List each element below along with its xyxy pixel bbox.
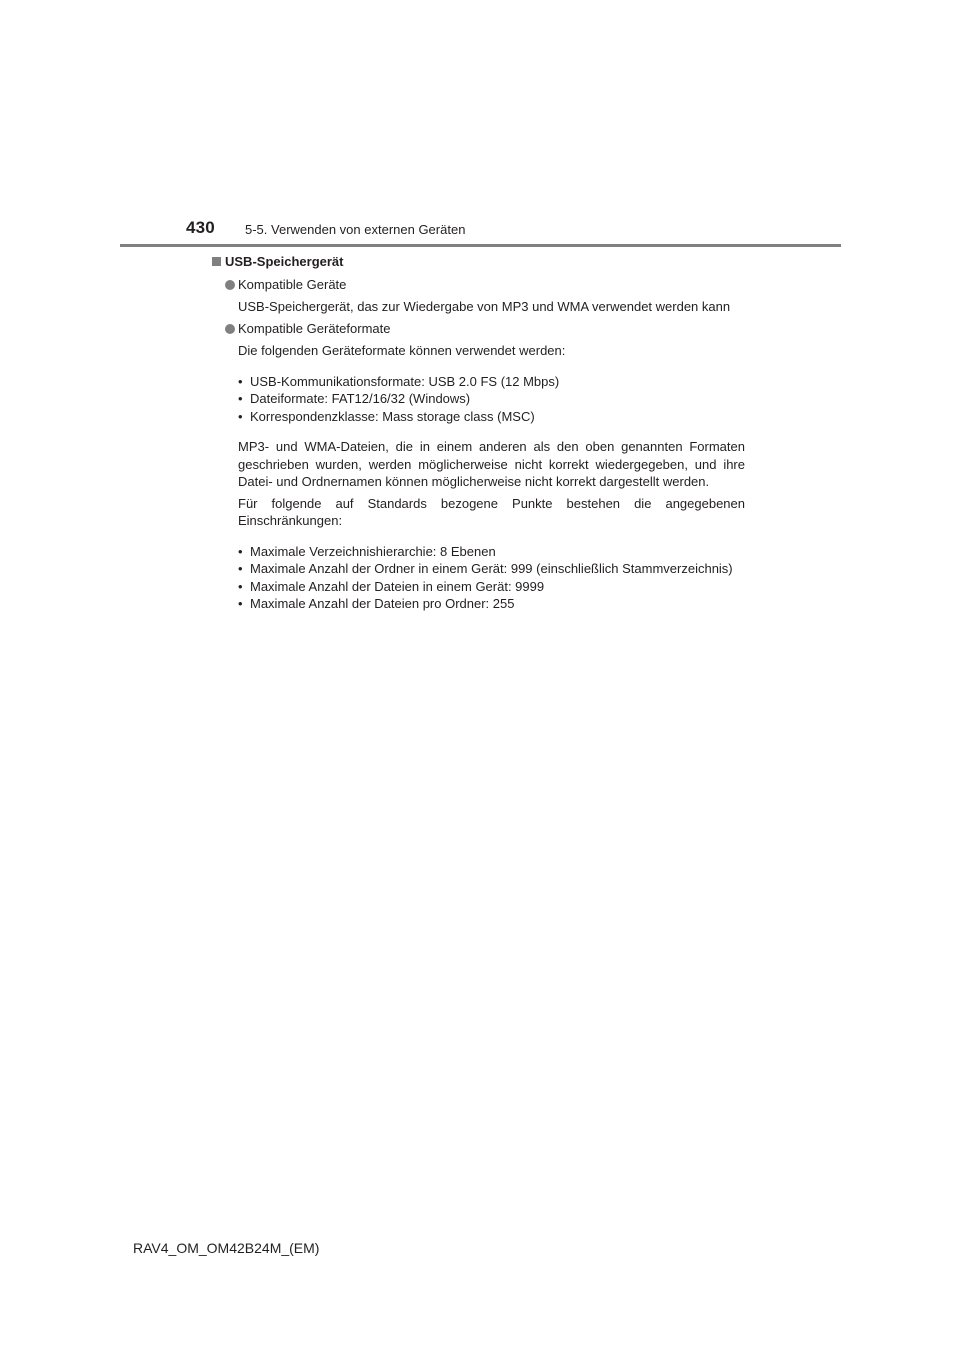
circle-bullet-icon	[225, 280, 235, 290]
list-item: • Maximale Anzahl der Dateien in einem Gerät: 9999	[238, 578, 545, 594]
limits-list	[238, 543, 745, 613]
paragraph: Die folgenden Geräteformate können verwendet werden:	[238, 343, 566, 358]
list-item: • Maximale Anzahl der Dateien pro Ordner: 255	[238, 596, 515, 611]
list-item-text: Dateiformate: FAT12/16/32 (Windows)	[250, 391, 471, 406]
list-item: • Dateiformate: FAT12/16/32 (Windows)	[238, 391, 471, 406]
item-title-text: Kompatible Geräteformate	[238, 320, 391, 336]
section-title: 5-5. Verwenden von externen Geräten	[245, 222, 466, 237]
list-item-text: Korrespondenzklasse: Mass storage class (MSC)	[250, 408, 535, 424]
item-title	[212, 276, 745, 294]
list-item: • Korrespondenzklasse: Mass storage class (MSC)	[238, 408, 535, 424]
list-item-text: Maximale Anzahl der Dateien in einem Gerät: 9999	[250, 578, 545, 594]
paragraph: Für folgende auf Standards bezogene Punkte bestehen die angegebenen Einschränkungen:	[238, 495, 745, 528]
item-title-text: Kompatible Geräte	[238, 276, 347, 292]
page-header	[186, 218, 846, 242]
item-title	[212, 320, 745, 338]
format-list	[238, 373, 745, 426]
square-bullet-icon	[212, 257, 221, 266]
page-number: 430	[186, 218, 215, 237]
list-item-text: Maximale Verzeichnishierarchie: 8 Ebenen	[250, 543, 496, 559]
list-item-text: Maximale Anzahl der Dateien pro Ordner: 255	[250, 596, 515, 611]
document-code: RAV4_OM_OM42B24M_(EM)	[133, 1240, 320, 1256]
page-content	[212, 253, 745, 626]
section-heading	[212, 253, 745, 271]
list-item-text: USB-Kommunikationsformate: USB 2.0 FS (12 Mbps)	[250, 373, 560, 389]
circle-bullet-icon	[225, 324, 235, 334]
heading-text: USB-Speichergerät	[225, 254, 344, 269]
list-item-text: Maximale Anzahl der Ordner in einem Gerät: 999 (einschließlich Stammverzeichnis)	[250, 561, 733, 576]
list-item: • Maximale Anzahl der Ordner in einem Gerät: 999 (einschließlich Stammverzeichnis)	[238, 561, 733, 576]
list-item: • Maximale Verzeichnishierarchie: 8 Ebenen	[238, 543, 496, 559]
paragraph: USB-Speichergerät, das zur Wiedergabe von MP3 und WMA verwendet werden kann	[238, 299, 731, 314]
list-item: • USB-Kommunikationsformate: USB 2.0 FS (12 Mbps)	[238, 373, 560, 389]
header-divider	[120, 244, 841, 247]
paragraph: MP3- und WMA-Dateien, die in einem anderen als den oben genannten Formaten geschrieben wurden, werden möglicherweise nicht korrekt wiedergegeben, und ihre Datei- und Ordnernamen können möglicherweise nicht korrekt dargestellt werden.	[238, 439, 745, 489]
